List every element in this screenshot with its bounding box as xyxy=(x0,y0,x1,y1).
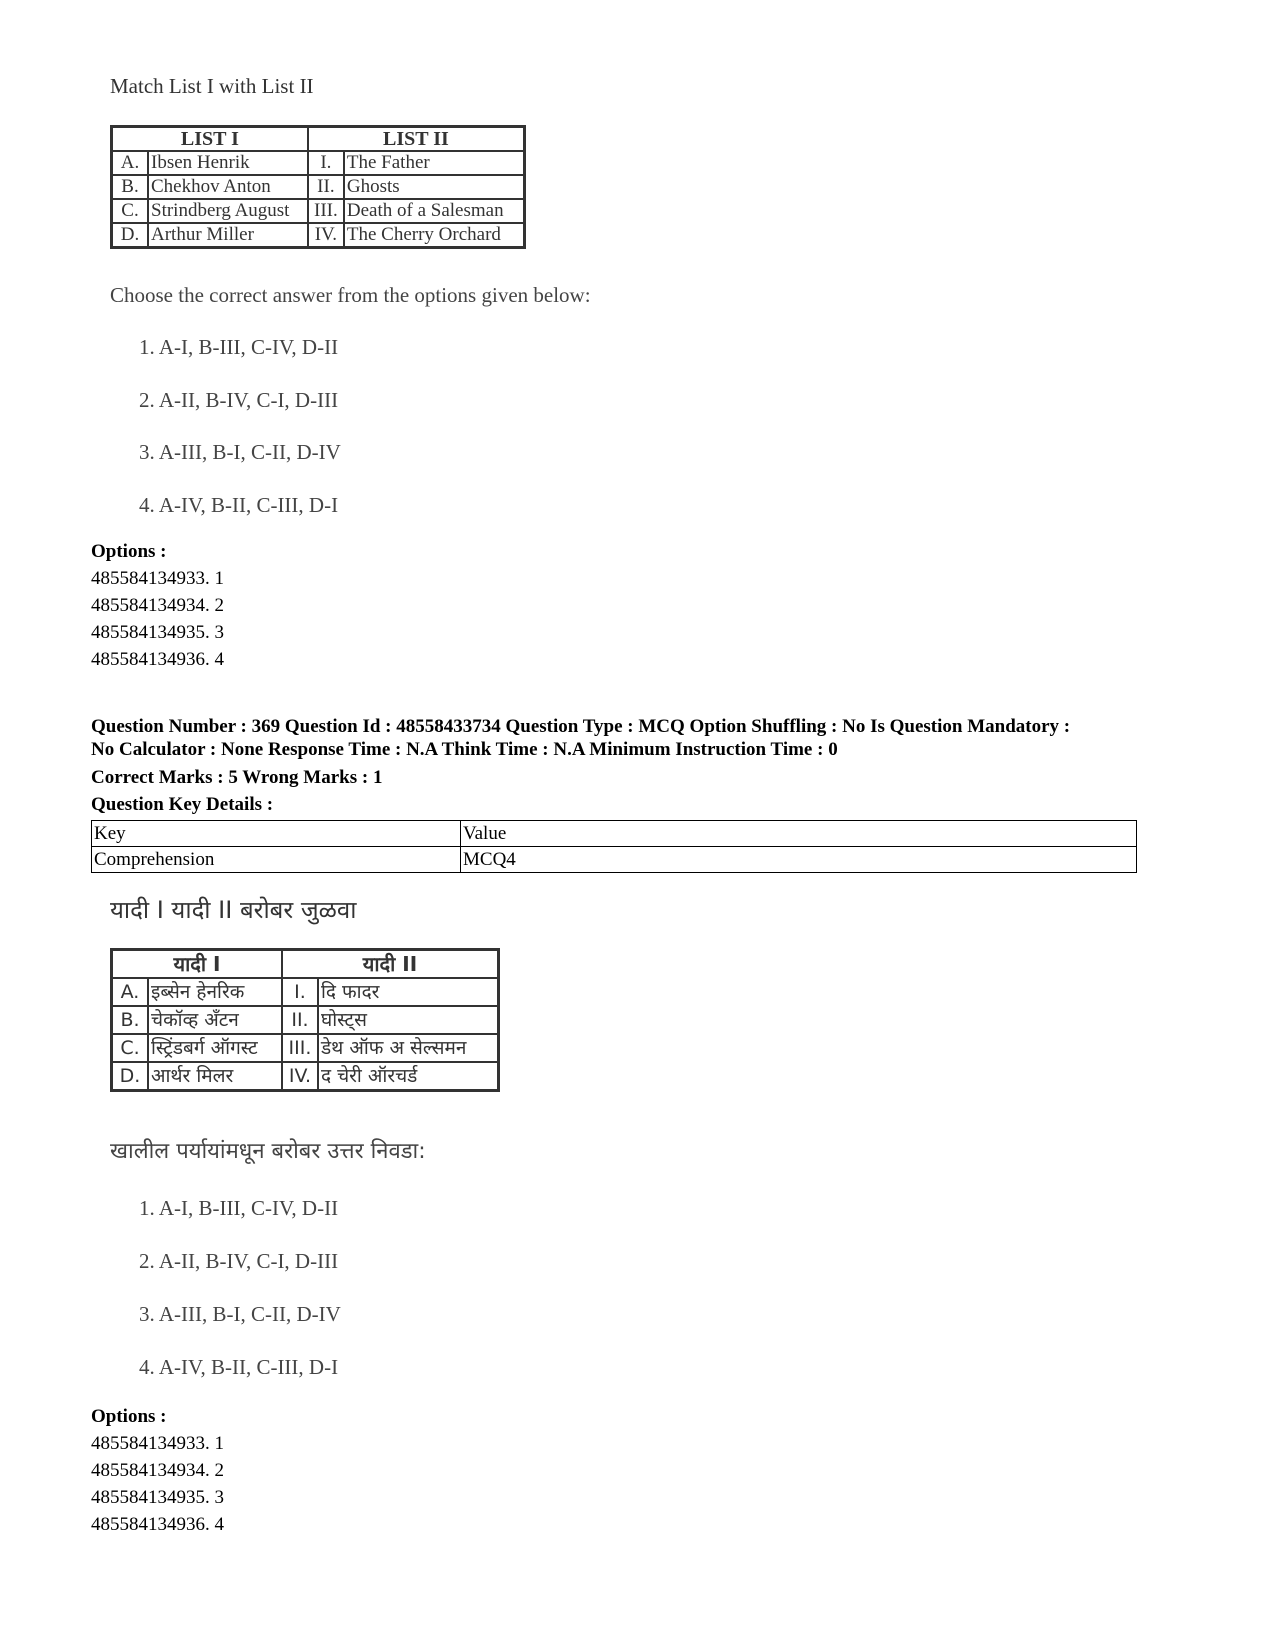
table-row xyxy=(112,223,525,248)
row-index: B. xyxy=(112,175,149,199)
answer-option: 1. A-I, B-III, C-IV, D-II xyxy=(139,335,339,359)
list-i-item: चेकॉव्ह अँटन xyxy=(148,1006,282,1034)
list-ii-item: घोस्ट्स xyxy=(318,1006,499,1034)
answer-option: 2. A-II, B-IV, C-I, D-III xyxy=(139,1249,339,1273)
answer-option: 4. A-IV, B-II, C-III, D-I xyxy=(139,493,339,517)
list-i-header: यादी I xyxy=(112,950,282,979)
list-i-item: Arthur Miller xyxy=(148,223,308,248)
table-row xyxy=(112,1062,499,1091)
value-cell: MCQ4 xyxy=(461,847,1137,873)
list-ii-item: The Father xyxy=(344,151,525,175)
row-index: A. xyxy=(112,151,149,175)
options-label: Options : xyxy=(91,541,167,562)
row-index: IV. xyxy=(308,223,344,248)
answer-option: 2. A-II, B-IV, C-I, D-III xyxy=(139,388,339,412)
answer-option: 1. A-I, B-III, C-IV, D-II xyxy=(139,1196,339,1220)
row-index: III. xyxy=(308,199,344,223)
list-ii-item: The Cherry Orchard xyxy=(344,223,525,248)
row-index: III. xyxy=(282,1034,318,1062)
list-i-item: इब्सेन हेनरिक xyxy=(148,978,282,1006)
option-item: 485584134933. 1 xyxy=(91,1433,224,1454)
row-index: I. xyxy=(282,978,318,1006)
key-details-label: Question Key Details : xyxy=(91,794,274,815)
row-index: D. xyxy=(112,223,149,248)
table-row xyxy=(112,151,525,175)
value-header: Value xyxy=(461,821,1137,847)
option-item: 485584134934. 2 xyxy=(91,595,224,616)
question-title-mr: यादी I यादी II बरोबर जुळवा xyxy=(110,896,357,924)
list-ii-item: द चेरी ऑरचर्ड xyxy=(318,1062,499,1091)
list-ii-header: LIST II xyxy=(308,127,525,152)
row-index: A. xyxy=(112,978,149,1006)
list-i-item: Strindberg August xyxy=(148,199,308,223)
list-ii-item: Death of a Salesman xyxy=(344,199,525,223)
row-index: C. xyxy=(112,199,149,223)
question-meta-line: No Calculator : None Response Time : N.A Think Time : N.A Minimum Instruction Time : 0 xyxy=(91,739,838,760)
match-table-mr xyxy=(110,948,500,1092)
table-row xyxy=(112,1034,499,1062)
options-label: Options : xyxy=(91,1406,167,1427)
row-index: B. xyxy=(112,1006,149,1034)
list-ii-item: Ghosts xyxy=(344,175,525,199)
list-ii-item: डेथ ऑफ अ सेल्समन xyxy=(318,1034,499,1062)
list-ii-header: यादी II xyxy=(282,950,499,979)
row-index: D. xyxy=(112,1062,149,1091)
key-cell: Comprehension xyxy=(92,847,461,873)
row-index: I. xyxy=(308,151,344,175)
list-i-item: स्ट्रिंडबर्ग ऑगस्ट xyxy=(148,1034,282,1062)
choose-instruction-mr: खालील पर्यायांमधून बरोबर उत्तर निवडा: xyxy=(110,1139,426,1164)
answer-option: 4. A-IV, B-II, C-III, D-I xyxy=(139,1355,339,1379)
option-item: 485584134936. 4 xyxy=(91,1514,224,1535)
table-row xyxy=(112,978,499,1006)
answer-option: 3. A-III, B-I, C-II, D-IV xyxy=(139,1302,341,1326)
option-item: 485584134934. 2 xyxy=(91,1460,224,1481)
row-index: II. xyxy=(282,1006,318,1034)
option-item: 485584134933. 1 xyxy=(91,568,224,589)
question-title-en: Match List I with List II xyxy=(110,74,314,98)
option-item: 485584134935. 3 xyxy=(91,622,224,643)
row-index: IV. xyxy=(282,1062,318,1091)
list-ii-item: दि फादर xyxy=(318,978,499,1006)
question-meta-line: Question Number : 369 Question Id : 48558433734 Question Type : MCQ Option Shuffling : No Is Question Mandatory : xyxy=(91,716,1071,737)
table-row xyxy=(112,199,525,223)
table-row xyxy=(112,1006,499,1034)
match-table-en xyxy=(110,125,526,249)
row-index: C. xyxy=(112,1034,149,1062)
row-index: II. xyxy=(308,175,344,199)
key-header: Key xyxy=(92,821,461,847)
table-row xyxy=(92,847,1137,873)
choose-instruction-en: Choose the correct answer from the options given below: xyxy=(110,283,591,307)
table-row xyxy=(112,175,525,199)
list-i-item: Ibsen Henrik xyxy=(148,151,308,175)
option-item: 485584134936. 4 xyxy=(91,649,224,670)
key-details-table xyxy=(91,820,1137,873)
marks-line: Correct Marks : 5 Wrong Marks : 1 xyxy=(91,767,383,788)
option-item: 485584134935. 3 xyxy=(91,1487,224,1508)
list-i-item: Chekhov Anton xyxy=(148,175,308,199)
list-i-item: आर्थर मिलर xyxy=(148,1062,282,1091)
answer-option: 3. A-III, B-I, C-II, D-IV xyxy=(139,440,341,464)
list-i-header: LIST I xyxy=(112,127,308,152)
